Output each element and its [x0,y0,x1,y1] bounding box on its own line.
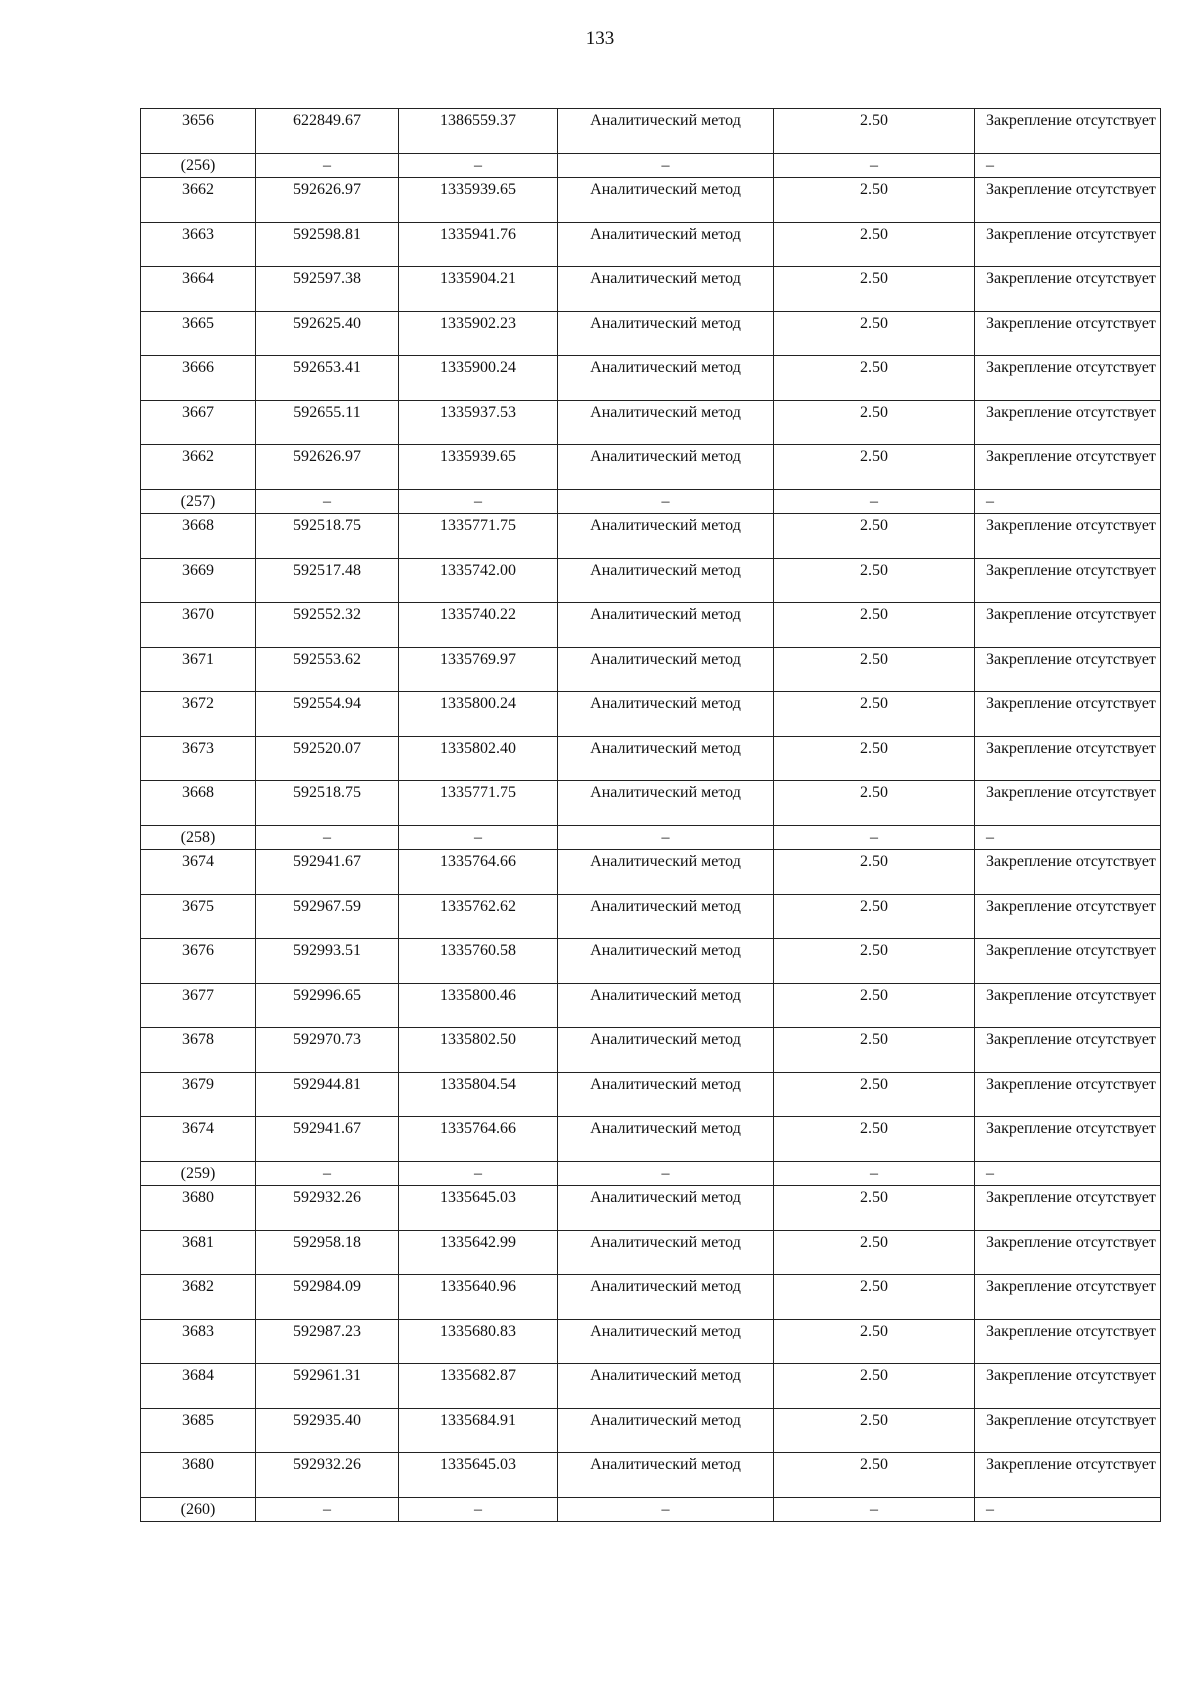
accuracy-cell: 2.50 [774,894,975,939]
accuracy-cell: 2.50 [774,1453,975,1498]
contour-separator-row [141,825,1161,850]
accuracy-cell: 2.50 [774,692,975,737]
dash-cell: – [975,489,1161,514]
dash-cell: – [975,153,1161,178]
method-cell: Аналитический метод [558,222,774,267]
y-coordinate-cell: 1386559.37 [399,109,558,154]
table-row [141,1319,1161,1364]
fixation-cell: Закрепление отсутствует [975,222,1161,267]
contour-label-cell: (256) [141,153,256,178]
table-row [141,1072,1161,1117]
accuracy-cell: 2.50 [774,178,975,223]
fixation-cell: Закрепление отсутствует [975,603,1161,648]
fixation-cell: Закрепление отсутствует [975,400,1161,445]
contour-separator-row [141,489,1161,514]
accuracy-cell: 2.50 [774,356,975,401]
x-coordinate-cell: 592517.48 [256,558,399,603]
y-coordinate-cell: 1335939.65 [399,178,558,223]
y-coordinate-cell: 1335771.75 [399,781,558,826]
coordinates-table [140,108,1161,1522]
method-cell: Аналитический метод [558,1117,774,1162]
dash-cell: – [975,1497,1161,1522]
method-cell: Аналитический метод [558,445,774,490]
y-coordinate-cell: 1335760.58 [399,939,558,984]
x-coordinate-cell: 592961.31 [256,1364,399,1409]
fixation-cell: Закрепление отсутствует [975,1319,1161,1364]
fixation-cell: Закрепление отсутствует [975,311,1161,356]
table-row [141,109,1161,154]
accuracy-cell: 2.50 [774,983,975,1028]
dash-cell: – [256,1497,399,1522]
contour-separator-row [141,1161,1161,1186]
x-coordinate-cell: 592520.07 [256,736,399,781]
point-number-cell: 3662 [141,445,256,490]
method-cell: Аналитический метод [558,400,774,445]
table-row [141,647,1161,692]
x-coordinate-cell: 592984.09 [256,1275,399,1320]
dash-cell: – [558,1497,774,1522]
point-number-cell: 3667 [141,400,256,445]
accuracy-cell: 2.50 [774,1028,975,1073]
x-coordinate-cell: 592935.40 [256,1408,399,1453]
method-cell: Аналитический метод [558,311,774,356]
accuracy-cell: 2.50 [774,109,975,154]
point-number-cell: 3668 [141,781,256,826]
point-number-cell: 3683 [141,1319,256,1364]
x-coordinate-cell: 592598.81 [256,222,399,267]
point-number-cell: 3685 [141,1408,256,1453]
y-coordinate-cell: 1335904.21 [399,267,558,312]
fixation-cell: Закрепление отсутствует [975,692,1161,737]
fixation-cell: Закрепление отсутствует [975,267,1161,312]
point-number-cell: 3674 [141,1117,256,1162]
point-number-cell: 3679 [141,1072,256,1117]
x-coordinate-cell: 592996.65 [256,983,399,1028]
x-coordinate-cell: 592944.81 [256,1072,399,1117]
contour-separator-row [141,153,1161,178]
coordinates-table-body [141,109,1161,1522]
point-number-cell: 3681 [141,1230,256,1275]
contour-label-cell: (259) [141,1161,256,1186]
method-cell: Аналитический метод [558,356,774,401]
point-number-cell: 3672 [141,692,256,737]
table-row [141,1453,1161,1498]
x-coordinate-cell: 592932.26 [256,1186,399,1231]
x-coordinate-cell: 592626.97 [256,178,399,223]
method-cell: Аналитический метод [558,267,774,312]
y-coordinate-cell: 1335937.53 [399,400,558,445]
dash-cell: – [256,489,399,514]
fixation-cell: Закрепление отсутствует [975,1275,1161,1320]
point-number-cell: 3670 [141,603,256,648]
fixation-cell: Закрепление отсутствует [975,647,1161,692]
contour-separator-row [141,1497,1161,1522]
y-coordinate-cell: 1335762.62 [399,894,558,939]
method-cell: Аналитический метод [558,850,774,895]
fixation-cell: Закрепление отсутствует [975,850,1161,895]
fixation-cell: Закрепление отсутствует [975,1230,1161,1275]
y-coordinate-cell: 1335802.50 [399,1028,558,1073]
method-cell: Аналитический метод [558,736,774,781]
method-cell: Аналитический метод [558,894,774,939]
table-row [141,222,1161,267]
x-coordinate-cell: 592625.40 [256,311,399,356]
method-cell: Аналитический метод [558,1028,774,1073]
accuracy-cell: 2.50 [774,267,975,312]
method-cell: Аналитический метод [558,781,774,826]
fixation-cell: Закрепление отсутствует [975,514,1161,559]
accuracy-cell: 2.50 [774,400,975,445]
accuracy-cell: 2.50 [774,647,975,692]
accuracy-cell: 2.50 [774,222,975,267]
table-row [141,939,1161,984]
contour-label-cell: (260) [141,1497,256,1522]
accuracy-cell: 2.50 [774,514,975,559]
point-number-cell: 3668 [141,514,256,559]
fixation-cell: Закрепление отсутствует [975,356,1161,401]
point-number-cell: 3665 [141,311,256,356]
y-coordinate-cell: 1335742.00 [399,558,558,603]
table-row [141,445,1161,490]
point-number-cell: 3680 [141,1453,256,1498]
fixation-cell: Закрепление отсутствует [975,178,1161,223]
accuracy-cell: 2.50 [774,311,975,356]
point-number-cell: 3675 [141,894,256,939]
x-coordinate-cell: 592653.41 [256,356,399,401]
x-coordinate-cell: 592554.94 [256,692,399,737]
dash-cell: – [774,1497,975,1522]
accuracy-cell: 2.50 [774,1364,975,1409]
y-coordinate-cell: 1335800.24 [399,692,558,737]
table-row [141,558,1161,603]
x-coordinate-cell: 592518.75 [256,781,399,826]
dash-cell: – [774,825,975,850]
fixation-cell: Закрепление отсутствует [975,1408,1161,1453]
fixation-cell: Закрепление отсутствует [975,736,1161,781]
method-cell: Аналитический метод [558,1072,774,1117]
y-coordinate-cell: 1335642.99 [399,1230,558,1275]
table-row [141,1230,1161,1275]
accuracy-cell: 2.50 [774,1186,975,1231]
dash-cell: – [774,1161,975,1186]
accuracy-cell: 2.50 [774,781,975,826]
dash-cell: – [558,489,774,514]
contour-label-cell: (257) [141,489,256,514]
y-coordinate-cell: 1335902.23 [399,311,558,356]
accuracy-cell: 2.50 [774,558,975,603]
method-cell: Аналитический метод [558,514,774,559]
table-row [141,1275,1161,1320]
fixation-cell: Закрепление отсутствует [975,1028,1161,1073]
fixation-cell: Закрепление отсутствует [975,781,1161,826]
x-coordinate-cell: 592553.62 [256,647,399,692]
fixation-cell: Закрепление отсутствует [975,1072,1161,1117]
dash-cell: – [256,153,399,178]
y-coordinate-cell: 1335764.66 [399,1117,558,1162]
method-cell: Аналитический метод [558,603,774,648]
point-number-cell: 3664 [141,267,256,312]
x-coordinate-cell: 592626.97 [256,445,399,490]
dash-cell: – [558,1161,774,1186]
x-coordinate-cell: 592518.75 [256,514,399,559]
fixation-cell: Закрепление отсутствует [975,1453,1161,1498]
fixation-cell: Закрепление отсутствует [975,109,1161,154]
table-row [141,1186,1161,1231]
y-coordinate-cell: 1335684.91 [399,1408,558,1453]
table-row [141,178,1161,223]
method-cell: Аналитический метод [558,1230,774,1275]
y-coordinate-cell: 1335804.54 [399,1072,558,1117]
page-number: 133 [585,28,615,49]
method-cell: Аналитический метод [558,1186,774,1231]
method-cell: Аналитический метод [558,1364,774,1409]
table-row [141,514,1161,559]
method-cell: Аналитический метод [558,939,774,984]
fixation-cell: Закрепление отсутствует [975,1117,1161,1162]
point-number-cell: 3684 [141,1364,256,1409]
x-coordinate-cell: 622849.67 [256,109,399,154]
y-coordinate-cell: 1335680.83 [399,1319,558,1364]
x-coordinate-cell: 592932.26 [256,1453,399,1498]
y-coordinate-cell: 1335900.24 [399,356,558,401]
point-number-cell: 3680 [141,1186,256,1231]
point-number-cell: 3674 [141,850,256,895]
method-cell: Аналитический метод [558,647,774,692]
table-row [141,1408,1161,1453]
y-coordinate-cell: 1335645.03 [399,1186,558,1231]
dash-cell: – [399,489,558,514]
table-row [141,1028,1161,1073]
table-row [141,400,1161,445]
dash-cell: – [399,825,558,850]
table-row [141,983,1161,1028]
point-number-cell: 3656 [141,109,256,154]
method-cell: Аналитический метод [558,109,774,154]
table-row [141,603,1161,648]
contour-label-cell: (258) [141,825,256,850]
dash-cell: – [558,153,774,178]
point-number-cell: 3678 [141,1028,256,1073]
dash-cell: – [399,153,558,178]
accuracy-cell: 2.50 [774,1072,975,1117]
fixation-cell: Закрепление отсутствует [975,983,1161,1028]
point-number-cell: 3671 [141,647,256,692]
table-row [141,311,1161,356]
y-coordinate-cell: 1335682.87 [399,1364,558,1409]
accuracy-cell: 2.50 [774,603,975,648]
y-coordinate-cell: 1335769.97 [399,647,558,692]
dash-cell: – [975,1161,1161,1186]
method-cell: Аналитический метод [558,983,774,1028]
fixation-cell: Закрепление отсутствует [975,939,1161,984]
method-cell: Аналитический метод [558,692,774,737]
table-row [141,736,1161,781]
table-row [141,894,1161,939]
fixation-cell: Закрепление отсутствует [975,445,1161,490]
table-row [141,781,1161,826]
x-coordinate-cell: 592655.11 [256,400,399,445]
fixation-cell: Закрепление отсутствует [975,894,1161,939]
table-row [141,356,1161,401]
table-row [141,850,1161,895]
point-number-cell: 3682 [141,1275,256,1320]
point-number-cell: 3676 [141,939,256,984]
accuracy-cell: 2.50 [774,1117,975,1162]
accuracy-cell: 2.50 [774,1319,975,1364]
table-row [141,1364,1161,1409]
table-row [141,1117,1161,1162]
y-coordinate-cell: 1335941.76 [399,222,558,267]
method-cell: Аналитический метод [558,1275,774,1320]
fixation-cell: Закрепление отсутствует [975,1186,1161,1231]
dash-cell: – [399,1161,558,1186]
dash-cell: – [256,825,399,850]
x-coordinate-cell: 592597.38 [256,267,399,312]
accuracy-cell: 2.50 [774,445,975,490]
accuracy-cell: 2.50 [774,1408,975,1453]
point-number-cell: 3663 [141,222,256,267]
accuracy-cell: 2.50 [774,1230,975,1275]
x-coordinate-cell: 592970.73 [256,1028,399,1073]
y-coordinate-cell: 1335740.22 [399,603,558,648]
point-number-cell: 3666 [141,356,256,401]
dash-cell: – [558,825,774,850]
dash-cell: – [256,1161,399,1186]
dash-cell: – [975,825,1161,850]
accuracy-cell: 2.50 [774,850,975,895]
point-number-cell: 3662 [141,178,256,223]
x-coordinate-cell: 592987.23 [256,1319,399,1364]
method-cell: Аналитический метод [558,1319,774,1364]
dash-cell: – [774,489,975,514]
accuracy-cell: 2.50 [774,736,975,781]
x-coordinate-cell: 592552.32 [256,603,399,648]
y-coordinate-cell: 1335800.46 [399,983,558,1028]
fixation-cell: Закрепление отсутствует [975,558,1161,603]
dash-cell: – [774,153,975,178]
fixation-cell: Закрепление отсутствует [975,1364,1161,1409]
method-cell: Аналитический метод [558,1408,774,1453]
y-coordinate-cell: 1335645.03 [399,1453,558,1498]
y-coordinate-cell: 1335939.65 [399,445,558,490]
x-coordinate-cell: 592958.18 [256,1230,399,1275]
accuracy-cell: 2.50 [774,939,975,984]
point-number-cell: 3677 [141,983,256,1028]
method-cell: Аналитический метод [558,178,774,223]
table-row [141,267,1161,312]
method-cell: Аналитический метод [558,558,774,603]
accuracy-cell: 2.50 [774,1275,975,1320]
method-cell: Аналитический метод [558,1453,774,1498]
y-coordinate-cell: 1335640.96 [399,1275,558,1320]
table-row [141,692,1161,737]
y-coordinate-cell: 1335764.66 [399,850,558,895]
x-coordinate-cell: 592967.59 [256,894,399,939]
point-number-cell: 3669 [141,558,256,603]
y-coordinate-cell: 1335802.40 [399,736,558,781]
x-coordinate-cell: 592941.67 [256,850,399,895]
point-number-cell: 3673 [141,736,256,781]
dash-cell: – [399,1497,558,1522]
x-coordinate-cell: 592993.51 [256,939,399,984]
x-coordinate-cell: 592941.67 [256,1117,399,1162]
y-coordinate-cell: 1335771.75 [399,514,558,559]
